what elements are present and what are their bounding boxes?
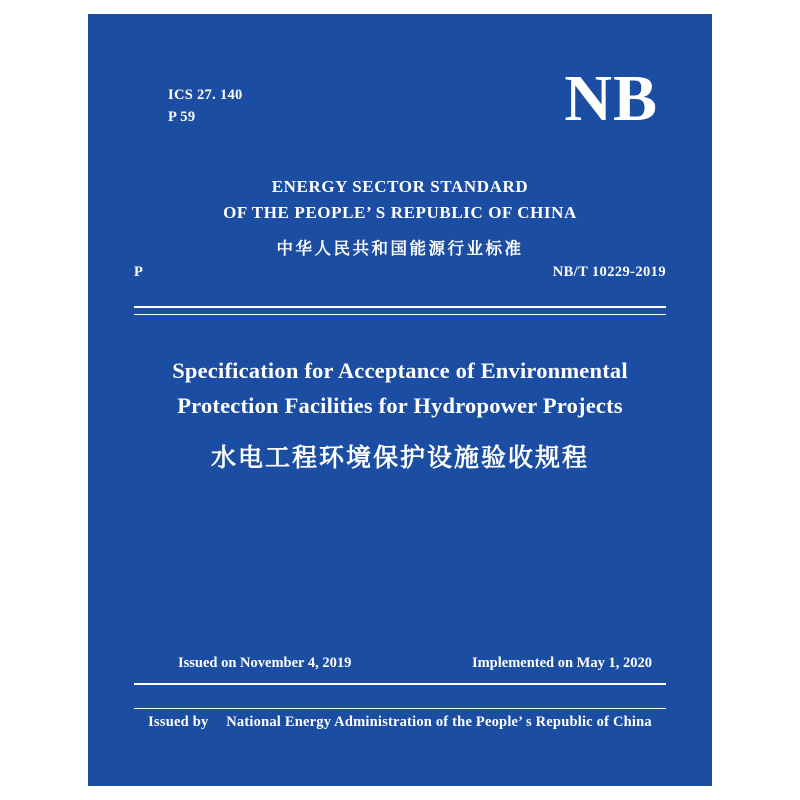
implementation-date: Implemented on May 1, 2020 [471, 655, 652, 671]
classification-letter: P [134, 264, 144, 280]
issuer-label: Issued by [148, 714, 209, 730]
document-title [128, 354, 672, 474]
divider-top-thin [134, 314, 666, 315]
issuer-line [88, 714, 712, 731]
classification-code: P 59 [168, 109, 196, 126]
title-cn: 水电工程环境保护设施验收规程 [210, 442, 589, 472]
divider-bottom-thin [134, 708, 666, 709]
organization-line-en-1: ENERGY SECTOR STANDARD [271, 177, 529, 196]
issuing-organization [88, 174, 712, 259]
standard-code-row [134, 264, 666, 281]
dates-row [178, 655, 652, 672]
standard-cover [88, 14, 712, 786]
divider-bottom-thick [134, 683, 666, 685]
issue-date: Issued on November 4, 2019 [178, 655, 352, 671]
issuer-name: National Energy Administration of the People’ s Republic of China [226, 714, 652, 730]
nb-logo: NB [564, 62, 658, 135]
standard-number: NB/T 10229-2019 [552, 264, 666, 280]
organization-line-cn: 中华人民共和国能源行业标准 [276, 238, 524, 258]
divider-top-thick [134, 306, 666, 308]
organization-line-en-2: OF THE PEOPLE’ S REPUBLIC OF CHINA [223, 203, 577, 223]
title-en-line-2: Protection Facilities for Hydropower Projects [177, 392, 623, 418]
title-en-line-1: Specification for Acceptance of Environmental [172, 358, 628, 383]
ics-code: ICS 27. 140 [168, 87, 243, 103]
ics-block [168, 84, 243, 129]
